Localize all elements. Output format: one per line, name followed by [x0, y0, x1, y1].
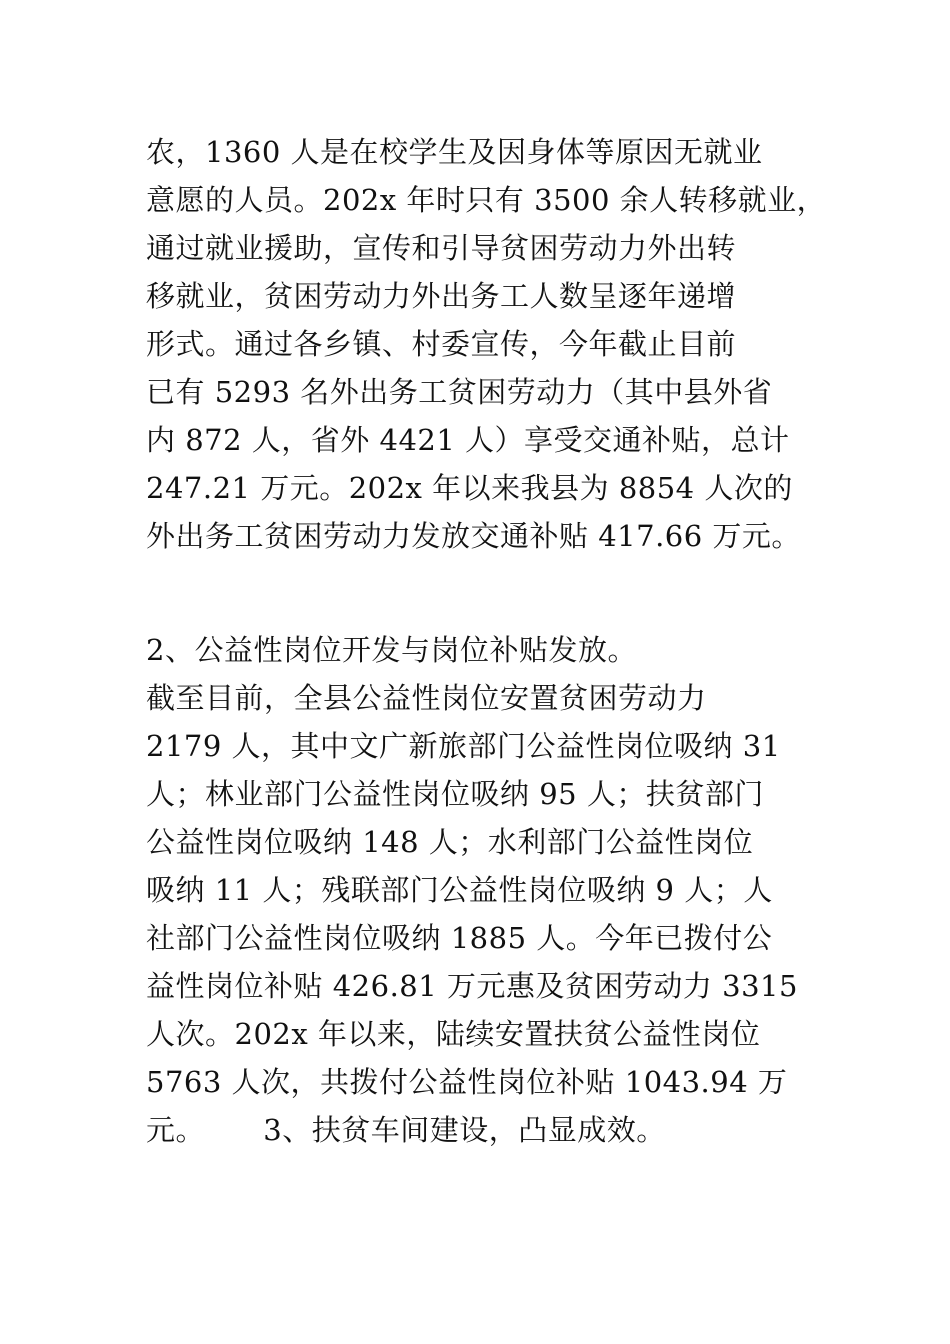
text-line: 通过就业援助，宣传和引导贫困劳动力外出转	[146, 231, 737, 265]
text-line: 人；林业部门公益性岗位吸纳 95 人；扶贫部门	[146, 777, 764, 811]
text-line: 意愿的人员。202x 年时只有 3500 余人转移就业，	[146, 183, 827, 217]
text-line: 形式。通过各乡镇、村委宣传，今年截止目前	[146, 327, 737, 361]
text-line: 截至目前，全县公益性岗位安置贫困劳动力	[146, 681, 707, 715]
text-line: 已有 5293 名外出务工贫困劳动力（其中县外省	[146, 375, 773, 409]
text-line: 人次。202x 年以来，陆续安置扶贫公益性岗位	[146, 1017, 761, 1051]
text-line: 2179 人，其中文广新旅部门公益性岗位吸纳 31	[146, 729, 781, 763]
text-line: 内 872 人，省外 4421 人）享受交通补贴，总计	[146, 423, 790, 457]
paragraph-transfer-employment	[146, 128, 866, 560]
paragraph-public-welfare-posts	[146, 626, 866, 1154]
text-line: 社部门公益性岗位吸纳 1885 人。今年已拨付公	[146, 921, 773, 955]
section-heading: 2、公益性岗位开发与岗位补贴发放。	[146, 633, 637, 667]
text-line: 公益性岗位吸纳 148 人；水利部门公益性岗位	[146, 825, 754, 859]
text-line: 吸纳 11 人；残联部门公益性岗位吸纳 9 人；人	[146, 873, 773, 907]
text-line: 移就业，贫困劳动力外出务工人数呈逐年递增	[146, 279, 737, 313]
text-line: 外出务工贫困劳动力发放交通补贴 417.66 万元。	[146, 519, 801, 553]
text-line: 益性岗位补贴 426.81 万元惠及贫困劳动力 3315	[146, 969, 798, 1003]
text-line: 5763 人次，共拨付公益性岗位补贴 1043.94 万	[146, 1065, 788, 1099]
text-line: 农，1360 人是在校学生及因身体等原因无就业	[146, 135, 763, 169]
text-line: 247.21 万元。202x 年以来我县为 8854 人次的	[146, 471, 793, 505]
text-line: 元。 3、扶贫车间建设，凸显成效。	[146, 1113, 666, 1147]
